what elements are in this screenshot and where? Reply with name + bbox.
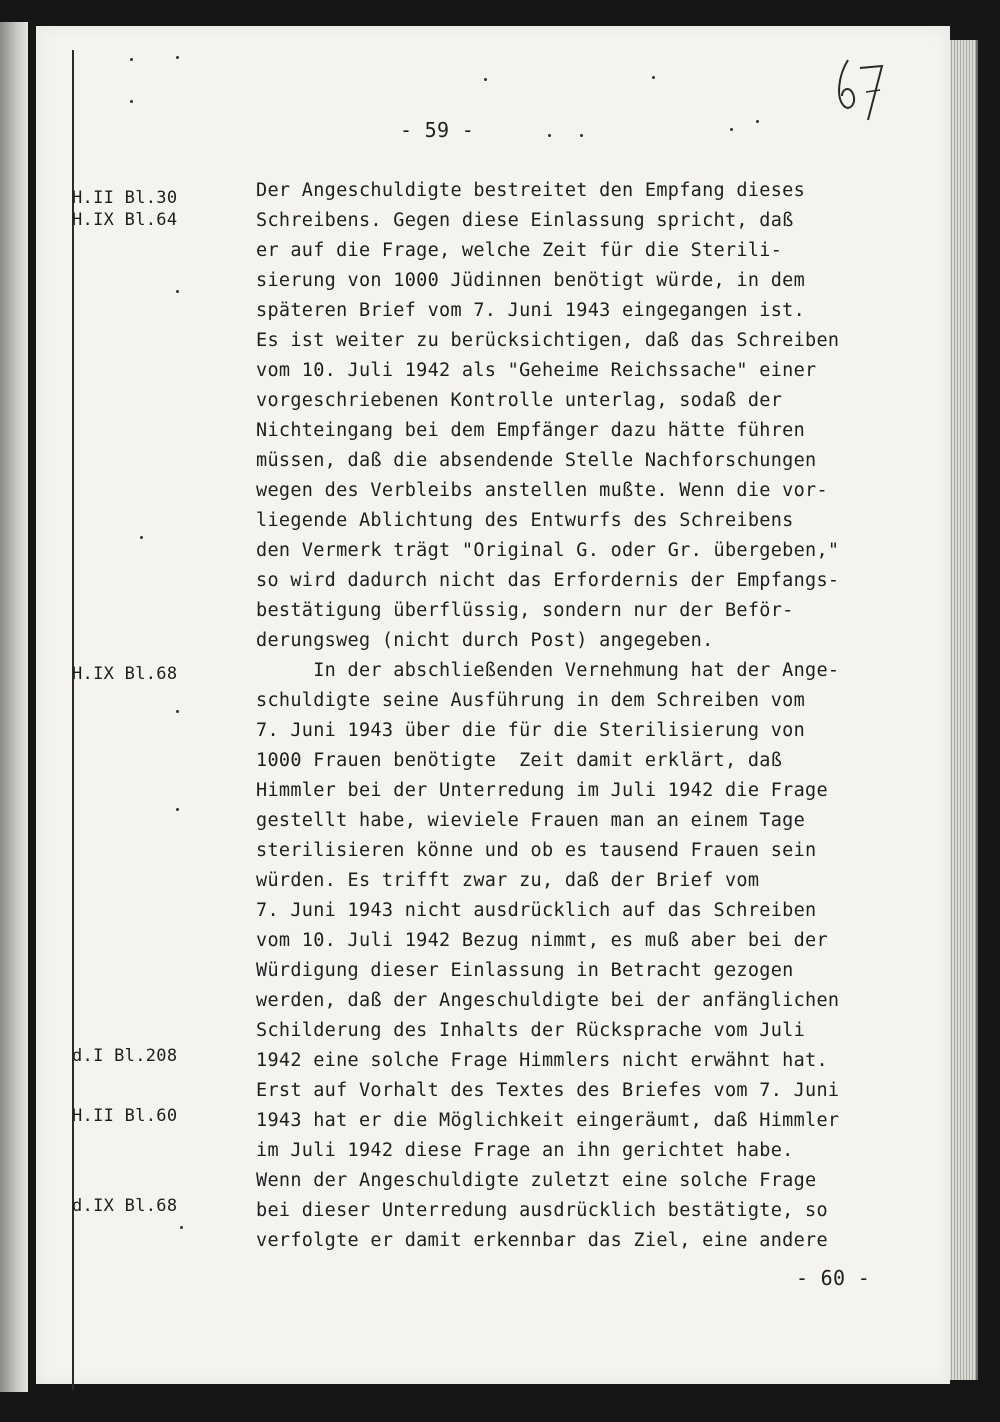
text-line: derungsweg (nicht durch Post) angegeben. <box>256 630 714 651</box>
text-line: 1942 eine solche Frage Himmlers nicht erwähnt hat. <box>256 1050 828 1071</box>
text-line: sterilisieren könne und ob es tausend Frauen sein <box>256 840 817 861</box>
scan-speck <box>130 58 133 61</box>
scan-speck <box>548 134 551 137</box>
scan-speck <box>484 78 487 81</box>
scan-speck <box>652 76 655 79</box>
text-line: Erst auf Vorhalt des Textes des Briefes vom 7. Juni <box>256 1080 840 1101</box>
margin-rule <box>72 50 74 1390</box>
text-line: so wird dadurch nicht das Erfordernis der Empfangs- <box>256 570 840 591</box>
text-line: vom 10. Juli 1942 als "Geheime Reichssache" einer <box>256 360 817 381</box>
handwritten-folio-number <box>830 48 890 128</box>
text-line: Himmler bei der Unterredung im Juli 1942 die Frage <box>256 780 828 801</box>
text-line: 1943 hat er die Möglichkeit eingeräumt, daß Himmler <box>256 1110 840 1131</box>
text-line: bei dieser Unterredung ausdrücklich bestätigte, so <box>256 1200 828 1221</box>
margin-note: d.I Bl.208 <box>72 1046 178 1066</box>
text-line: den Vermerk trägt "Original G. oder Gr. übergeben," <box>256 540 840 561</box>
scan-speck <box>176 290 179 293</box>
text-line: bestätigung überflüssig, sondern nur der Beför- <box>256 600 794 621</box>
scan-speck <box>176 56 179 59</box>
text-line: würden. Es trifft zwar zu, daß der Brief vom <box>256 870 760 891</box>
margin-note: H.IX Bl.64 <box>72 210 178 230</box>
margin-note: H.II Bl.30 <box>72 188 178 208</box>
text-line: 7. Juni 1943 über die für die Sterilisierung von <box>256 720 806 741</box>
text-line: Schilderung des Inhalts der Rücksprache vom Juli <box>256 1020 806 1041</box>
scan-speck <box>580 134 583 137</box>
next-page-marker: - 60 - <box>796 1266 871 1290</box>
text-line: Es ist weiter zu berücksichtigen, daß das Schreiben <box>256 330 840 351</box>
text-line: Der Angeschuldigte bestreitet den Empfang dieses <box>256 180 806 201</box>
text-line: im Juli 1942 diese Frage an ihn gerichtet habe. <box>256 1140 794 1161</box>
text-line: wegen des Verbleibs anstellen mußte. Wenn die vor- <box>256 480 828 501</box>
text-line: schuldigte seine Ausführung in dem Schreiben vom <box>256 690 806 711</box>
text-line: er auf die Frage, welche Zeit für die Sterili- <box>256 240 783 261</box>
scan-speck <box>180 1226 183 1229</box>
scan-speck <box>176 710 179 713</box>
binding-edge <box>0 22 28 1392</box>
page-number: - 59 - <box>400 118 475 142</box>
body-text <box>256 176 896 1256</box>
scan-speck <box>130 100 133 103</box>
text-line: gestellt habe, wieviele Frauen man an einem Tage <box>256 810 806 831</box>
scan-speck <box>176 808 179 811</box>
text-line: müssen, daß die absendende Stelle Nachforschungen <box>256 450 817 471</box>
page-stack-edge <box>946 40 978 1380</box>
text-line: In der abschließenden Vernehmung hat der Ange- <box>256 660 840 681</box>
text-line: späteren Brief vom 7. Juni 1943 eingegangen ist. <box>256 300 806 321</box>
text-line: Nichteingang bei dem Empfänger dazu hätte führen <box>256 420 806 441</box>
text-line: Schreibens. Gegen diese Einlassung spricht, daß <box>256 210 794 231</box>
text-line: 7. Juni 1943 nicht ausdrücklich auf das Schreiben <box>256 900 817 921</box>
text-line: Wenn der Angeschuldigte zuletzt eine solche Frage <box>256 1170 817 1191</box>
text-line: werden, daß der Angeschuldigte bei der anfänglichen <box>256 990 840 1011</box>
scan-speck <box>140 536 143 539</box>
text-line: Würdigung dieser Einlassung in Betracht gezogen <box>256 960 794 981</box>
margin-note: H.IX Bl.68 <box>72 664 178 684</box>
scan-speck <box>756 120 759 123</box>
margin-note: H.II Bl.60 <box>72 1106 178 1126</box>
text-line: liegende Ablichtung des Entwurfs des Schreibens <box>256 510 794 531</box>
scan-speck <box>730 128 733 131</box>
text-line: verfolgte er damit erkennbar das Ziel, eine andere <box>256 1230 828 1251</box>
text-line: vorgeschriebenen Kontrolle unterlag, sodaß der <box>256 390 783 411</box>
text-line: vom 10. Juli 1942 Bezug nimmt, es muß aber bei der <box>256 930 828 951</box>
margin-note: d.IX Bl.68 <box>72 1196 178 1216</box>
text-line: sierung von 1000 Jüdinnen benötigt würde, in dem <box>256 270 806 291</box>
text-line: 1000 Frauen benötigte Zeit damit erklärt, daß <box>256 750 783 771</box>
